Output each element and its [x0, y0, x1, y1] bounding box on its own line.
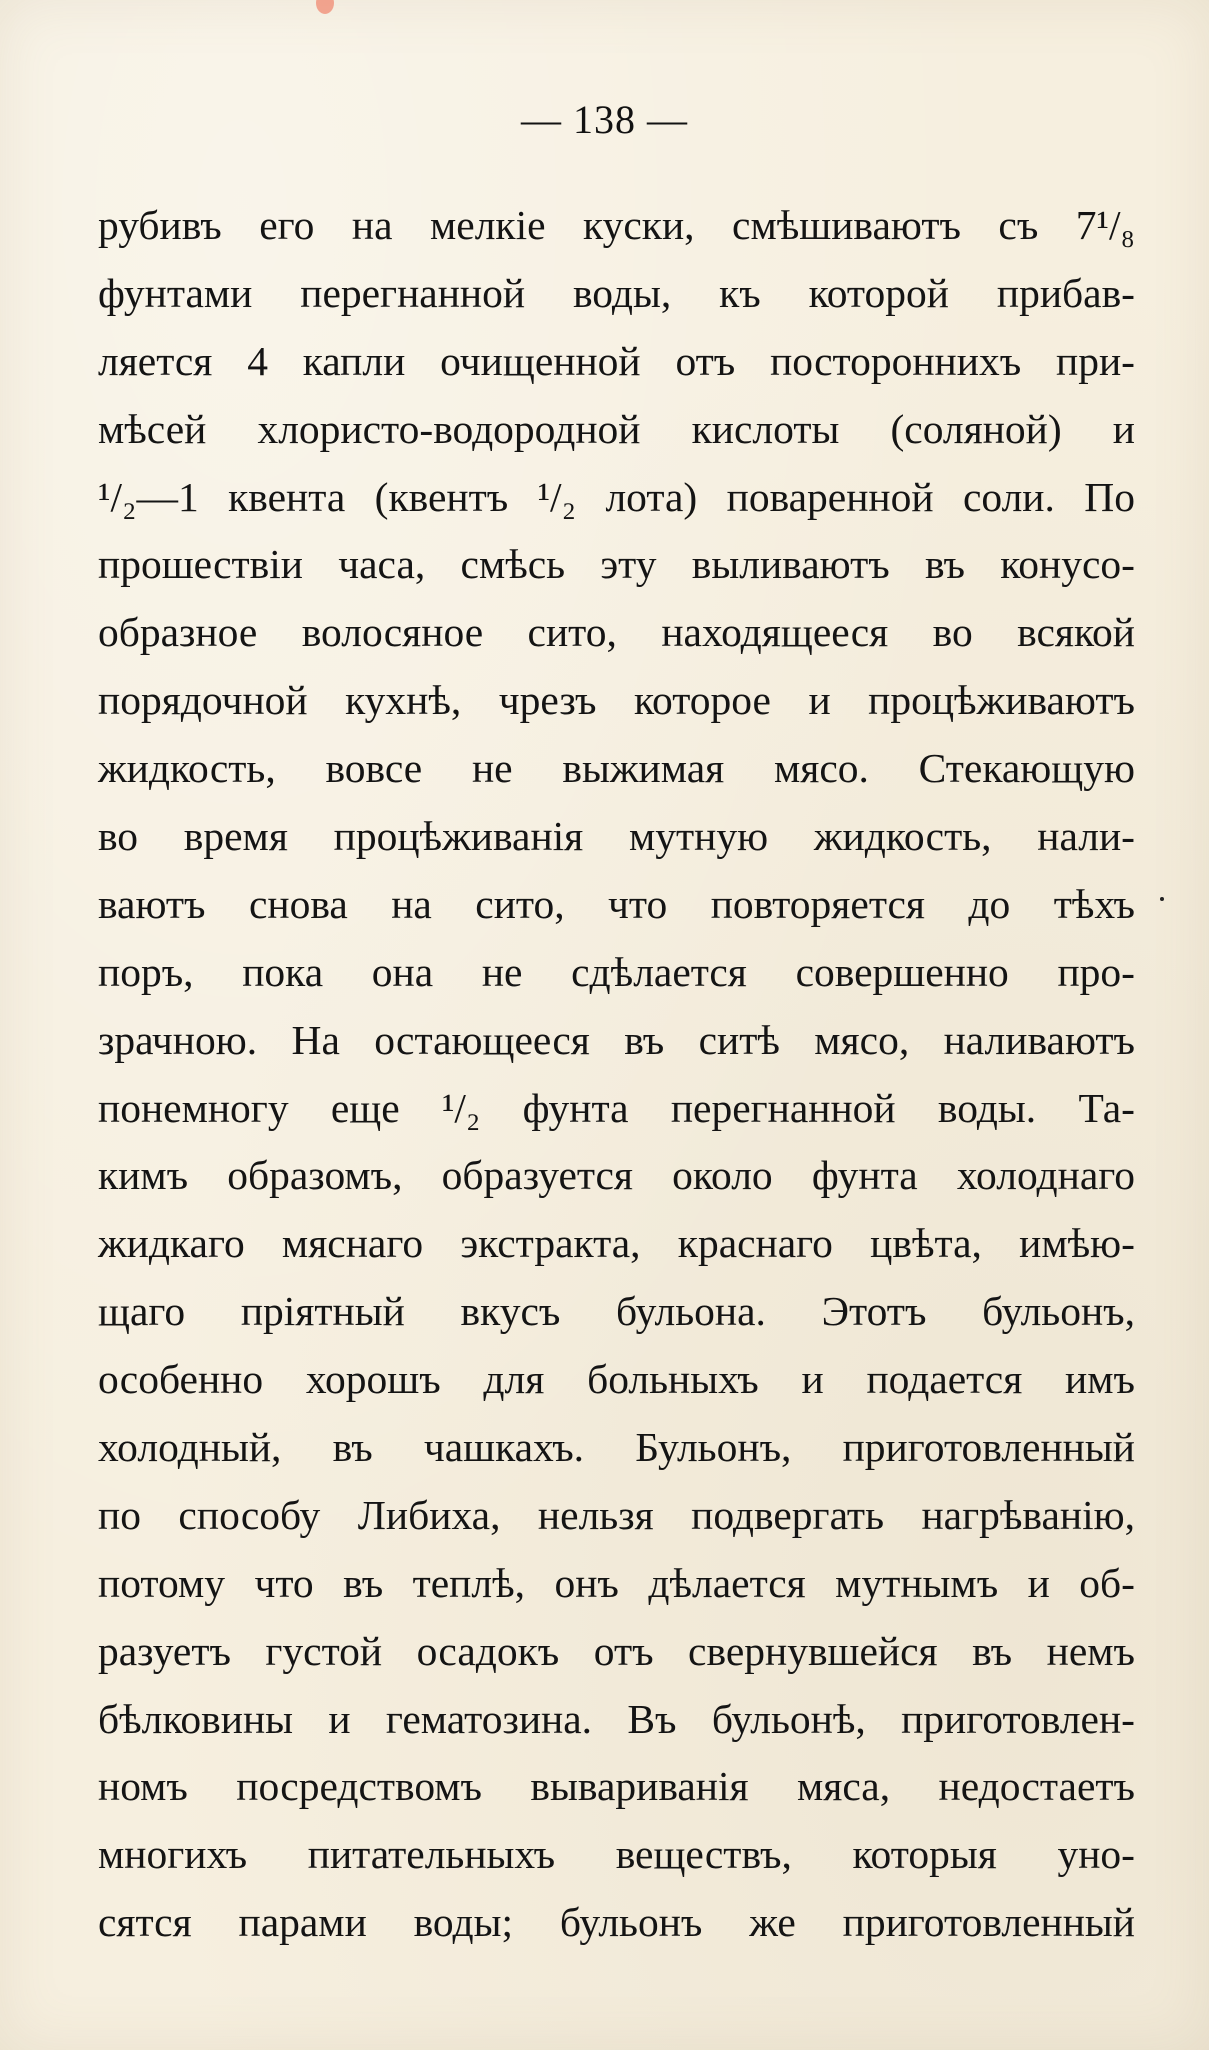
- text-line: потому что въ теплѣ, онъ дѣлается мутнымъ и об-: [98, 1559, 1135, 1606]
- text-line: жидкость, вовсе не выжимая мясо. Стекающую: [98, 745, 1135, 792]
- text-line: мѣсей хлористо-водородной кислоты (соляной) и: [98, 405, 1135, 452]
- text-line: поръ, пока она не сдѣлается совершенно про-: [98, 948, 1135, 995]
- text-line: по способу Либиха, нельзя подвергать нагрѣванію,: [98, 1491, 1135, 1538]
- text-line: многихъ питательныхъ веществъ, которыя уно-: [98, 1831, 1135, 1878]
- text-line: холодный, въ чашкахъ. Бульонъ, приготовленный: [98, 1424, 1135, 1471]
- text-line: щаго пріятный вкусъ бульона. Этотъ бульонъ,: [98, 1288, 1135, 1335]
- body-text: [98, 192, 1135, 1957]
- text-line: во время процѣживанія мутную жидкость, нали-: [98, 813, 1135, 860]
- text-line: сятся парами воды; бульонъ же приготовленный: [98, 1899, 1135, 1946]
- text-line: зрачною. На остающееся въ ситѣ мясо, наливаютъ: [98, 1016, 1135, 1063]
- text-line: порядочной кухнѣ, чрезъ которое и процѣживаютъ: [98, 677, 1135, 724]
- text-line: ляется 4 капли очищенной отъ посторонниxъ при-: [98, 337, 1135, 384]
- text-line: номъ посредствомъ вывариванія мяса, недостаетъ: [98, 1763, 1135, 1810]
- text-line: прошествіи часа, смѣсь эту выливаютъ въ конусо-: [98, 541, 1135, 588]
- margin-speck: [1160, 897, 1164, 901]
- page-number: — 138 —: [521, 97, 688, 142]
- text-line: кимъ образомъ, образуется около фунта холоднаго: [98, 1152, 1135, 1199]
- text-line: ваютъ снова на сито, что повторяется до тѣхъ: [98, 880, 1135, 927]
- text-line: особенно хорошъ для больныхъ и подается имъ: [98, 1356, 1135, 1403]
- text-line: рубивъ его на мелкіе куски, смѣшиваютъ съ 7¹/₈: [98, 202, 1135, 248]
- ink-stain: [316, 0, 334, 14]
- text-line: образное волосяное сито, находящееся во всякой: [98, 609, 1135, 656]
- text-line: фунтами перегнанной воды, къ которой прибав-: [98, 269, 1135, 316]
- text-line: ¹/₂—1 квента (квентъ ¹/₂ лота) поваренной соли. По: [98, 473, 1135, 520]
- text-line: бѣлковины и гематозина. Въ бульонѣ, приготовлен-: [98, 1695, 1135, 1742]
- text-line: понемногу еще ¹/₂ фунта перегнанной воды. Та-: [98, 1084, 1135, 1131]
- text-line: жидкаго мяснаго экстракта, краснаго цвѣта, имѣю-: [98, 1220, 1135, 1267]
- text-line: разуетъ густой осадокъ отъ свернувшейся въ немъ: [98, 1627, 1135, 1674]
